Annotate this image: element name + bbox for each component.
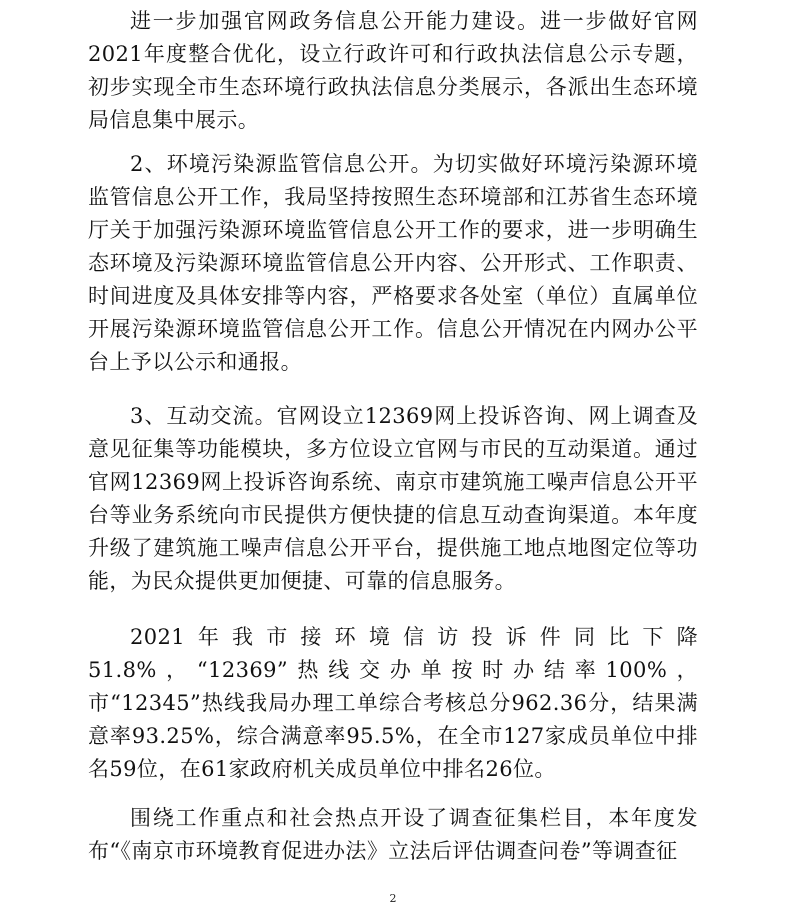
paragraph-complaint-statistics: 2021年我市接环境信访投诉件同比下降51.8%，“12369”热线交办单按时办结率100%，市“12345”热线我局办理工单综合考核总分962.36分，结果满意率93.25%，综合满意率95.5%，在全市127家成员单位中排名59位，在61家政府机关成员单位中排名26位。 <box>88 625 698 781</box>
paragraph-pollution-source-disclosure: 2、环境污染源监管信息公开。为切实做好环境污染源环境监管信息公开工作，我局坚持按照生态环境部和江苏省生态环境厅关于加强污染源环境监管信息公开工作的要求，进一步明确生态环境及污染源环境监管信息公开内容、公开形式、工作职责、时间进度及具体安排等内容，严格要求各处室（单位）直属单位开展污染源环境监管信息公开工作。信息公开情况在内网办公平台上予以公示和通报。 <box>88 152 698 374</box>
page-number: 2 <box>389 892 397 905</box>
paragraph-survey-column: 围绕工作重点和社会热点开设了调查征集栏目，本年度发布“《南京市环境教育促进办法》立法后评估调查问卷”等调查征 <box>88 806 698 863</box>
paragraph-interactive-exchange: 3、互动交流。官网设立12369网上投诉咨询、网上调查及意见征集等功能模块，多方位设立官网与市民的互动渠道。通过官网12369网上投诉咨询系统、南京市建筑施工噪声信息公开平台等业务系统向市民提供方便快捷的信息互动查询渠道。本年度升级了建筑施工噪声信息公开平台，提供施工地点地图定位等功能，为民众提供更加便捷、可靠的信息服务。 <box>88 404 698 593</box>
paragraph-website-info-capacity: 进一步加强官网政务信息公开能力建设。进一步做好官网2021年度整合优化，设立行政许可和行政执法信息公示专题，初步实现全市生态环境行政执法信息分类展示，各派出生态环境局信息集中展示。 <box>88 9 698 132</box>
